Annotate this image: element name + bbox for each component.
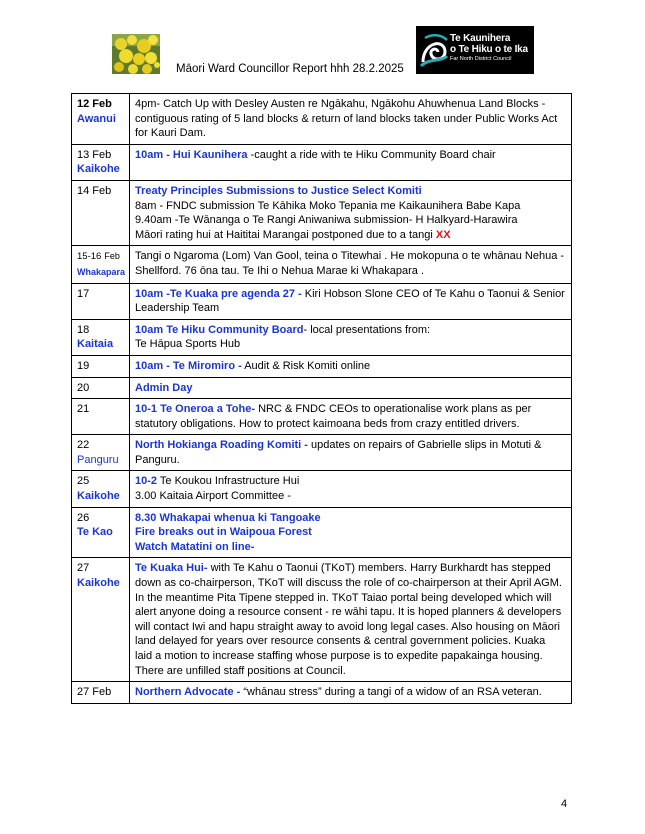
date-cell — [72, 399, 130, 435]
description-line — [135, 228, 565, 243]
date-label — [77, 287, 123, 302]
description-line — [135, 323, 565, 338]
date-cell — [72, 246, 130, 283]
report-title: Māori Ward Councillor Report hhh 28.2.2025 — [176, 63, 404, 75]
event-text: Te Hāpua Sports Hub — [135, 338, 241, 351]
event-text: 8am - FNDC submission Te Kāhika Moko Tepania me Kaikaunihera Babe Kapa — [135, 199, 521, 212]
koru-swirl-icon — [419, 32, 449, 68]
date-cell — [72, 377, 130, 399]
date-cell — [72, 144, 130, 180]
date-label — [77, 438, 123, 453]
date-cell — [72, 682, 130, 704]
description-line — [135, 511, 565, 526]
event-heading: Admin Day — [135, 381, 193, 394]
logo-line-1: Te Kaunihera — [450, 33, 511, 44]
date-cell — [72, 355, 130, 377]
event-text: NRC & FNDC CEOs to operationalise work plans as per statutory obligations. How to protect kaimoana beds from crazy entitled drivers. — [135, 403, 532, 430]
description-line — [135, 489, 565, 504]
date-text: 25 — [77, 475, 90, 488]
description-cell — [130, 435, 572, 471]
description-line — [135, 249, 565, 278]
date-label — [77, 249, 123, 265]
description-cell — [130, 507, 572, 558]
description-line — [135, 97, 565, 141]
table-row — [72, 471, 572, 507]
event-heading: 10am - Hui Kaunihera — [135, 148, 248, 161]
location-label: Te Kao — [77, 526, 113, 539]
date-text: 12 Feb — [77, 98, 112, 110]
event-text: “whānau stress” during a tangi of a widow of an RSA veteran. — [240, 686, 542, 699]
event-text: Audit & Risk Komiti online — [241, 359, 371, 372]
date-label — [77, 474, 123, 489]
table-row — [72, 377, 572, 399]
flower-logo-image — [112, 34, 160, 74]
description-cell — [130, 144, 572, 180]
description-cell — [130, 319, 572, 355]
description-line — [135, 381, 565, 396]
logo-line-2: o Te Hiku o te Ika — [450, 44, 528, 55]
page-number: 4 — [561, 798, 568, 810]
date-text: 15-16 — [77, 251, 102, 263]
description-line — [135, 685, 565, 700]
logo-line-3: Far North District Council — [450, 56, 512, 62]
date-text: 19 — [77, 359, 90, 372]
date-label — [77, 148, 123, 163]
highlight-mark: XX — [435, 228, 451, 241]
event-text: Māori rating hui at Haititai Marangai postponed due to a tangi — [135, 228, 436, 241]
description-line — [135, 525, 565, 540]
date-text: 27 Feb — [77, 686, 112, 699]
table-row — [72, 682, 572, 704]
date-label — [77, 685, 123, 700]
event-text: -caught a ride with te Hiku Community Board chair — [247, 148, 496, 161]
date-cell — [72, 471, 130, 507]
date-text: 14 Feb — [77, 184, 112, 197]
event-heading: 10am Te Hiku Community Board — [135, 323, 304, 336]
location-label: Whakapara — [77, 266, 126, 277]
description-cell — [130, 558, 572, 682]
event-text: Tangi o Ngaroma (Lom) Van Gool, teina o Titewhai . He mokopuna o te whānau Nehua - Shellford. 76 ōna tau. Te Ihi o Nehua Marae ki Whakapara . — [135, 250, 565, 277]
date-text: 17 — [77, 287, 90, 300]
table-row — [72, 144, 572, 180]
date-cell — [72, 319, 130, 355]
table-row — [72, 246, 572, 283]
location-label: Kaikohe — [77, 577, 120, 590]
date-cell — [72, 435, 130, 471]
table-row — [72, 399, 572, 435]
date-suffix: Feb — [104, 251, 120, 262]
description-line — [135, 359, 565, 374]
report-table — [71, 93, 572, 704]
event-text: updates on repairs of Gabrielle slips in Motuti & Panguru. — [135, 439, 542, 466]
date-text: 22 — [77, 439, 90, 452]
date-label — [77, 184, 123, 199]
event-heading: North Hokianga Roading Komiti - — [135, 439, 308, 452]
location-label: Panguru — [77, 453, 119, 466]
event-heading: Fire breaks out in Waipoua Forest — [135, 526, 312, 539]
description-line — [135, 184, 565, 199]
report-table-body — [72, 94, 572, 704]
table-row — [72, 435, 572, 471]
description-cell — [130, 471, 572, 507]
event-text: - local presentations from: — [303, 323, 431, 336]
date-label — [77, 402, 123, 417]
table-row — [72, 94, 572, 145]
description-cell — [130, 94, 572, 145]
event-text: 4pm- Catch Up with Desley Austen re Ngākahu, Ngākohu Ahuwhenua Land Blocks - contiguous rating of 5 land blocks & return of land blocks taken under Public Works Act for Kauri Dam. — [135, 98, 558, 140]
description-line — [135, 148, 565, 163]
event-heading: 10am - Te Miromiro - — [135, 359, 242, 372]
date-text: 21 — [77, 403, 90, 416]
event-heading: Watch Matatini on line- — [135, 540, 255, 553]
date-label — [77, 359, 123, 374]
description-line — [135, 540, 565, 555]
table-row — [72, 507, 572, 558]
description-line — [135, 474, 565, 489]
event-heading: 8.30 Whakapai whenua ki Tangoake — [135, 511, 321, 524]
description-cell — [130, 399, 572, 435]
date-cell — [72, 180, 130, 245]
event-heading: 10am -Te Kuaka pre agenda 27 - — [135, 287, 302, 300]
table-row — [72, 319, 572, 355]
table-row — [72, 558, 572, 682]
event-text: 3.00 Kaitaia Airport Committee - — [135, 490, 291, 503]
description-cell — [130, 180, 572, 245]
event-heading: 10-2 — [135, 475, 158, 488]
date-label — [77, 511, 123, 526]
description-cell — [130, 283, 572, 319]
date-text: 27 — [77, 562, 90, 575]
date-cell — [72, 558, 130, 682]
event-text: 9.40am -Te Wānanga o Te Rangi Aniwaniwa submission- H Halkyard-Harawira — [135, 214, 518, 227]
description-line — [135, 402, 565, 431]
council-logo-text — [450, 33, 528, 64]
description-line — [135, 213, 565, 228]
description-line — [135, 561, 565, 678]
yellow-flowers-icon — [112, 34, 160, 74]
description-cell — [130, 377, 572, 399]
location-label: Kaikohe — [77, 490, 120, 503]
location-label: Kaitaia — [77, 338, 114, 351]
description-cell — [130, 246, 572, 283]
description-line — [135, 287, 565, 316]
location-label: Awanui — [77, 112, 116, 125]
date-text: 20 — [77, 381, 90, 394]
event-heading: Treaty Principles Submissions to Justice Select Komiti — [135, 184, 422, 197]
description-line — [135, 438, 565, 467]
date-label — [77, 323, 123, 338]
date-cell — [72, 507, 130, 558]
date-text: 26 — [77, 511, 90, 524]
date-text: 18 — [77, 323, 90, 336]
description-cell — [130, 355, 572, 377]
event-heading: 10-1 Te Oneroa a Tohe- — [135, 403, 256, 416]
date-label — [77, 97, 123, 112]
date-label — [77, 561, 123, 576]
description-cell — [130, 682, 572, 704]
location-label: Kaikohe — [77, 163, 120, 176]
event-text: with Te Kahu o Taonui (TKoT) members. Harry Burkhardt has stepped down as co-chairperson, TKoT will discuss the role of co-chairperson at their April AGM. In the meantime Pita Tipene stepped in. TKoT Taiao portal being developed which will alert anyone doing a resource consent - re wāhi tapu. It is hoped planners & developers will contact Iwi and hapu straight away to avoid long legal cases. Also housing on Māori land delayed for years over resource consents & central government policies. Kuaka laid a motion to increase staffing whose purpose is to expedite papakainga housing. There are unfilled staff positions at Council. — [135, 562, 562, 677]
event-text: Te Koukou Infrastructure Hui — [157, 475, 300, 488]
date-cell — [72, 94, 130, 145]
council-logo — [416, 26, 534, 74]
table-row — [72, 180, 572, 245]
description-line — [135, 199, 565, 214]
date-label — [77, 381, 123, 396]
description-line — [135, 337, 565, 352]
event-text: Kiri Hobson Slone CEO of Te Kahu o Taonui & Senior Leadership Team — [135, 287, 565, 315]
event-heading: Northern Advocate - — [135, 686, 241, 699]
event-heading: Te Kuaka Hui- — [135, 562, 208, 575]
date-text: 13 Feb — [77, 148, 112, 161]
table-row — [72, 355, 572, 377]
date-cell — [72, 283, 130, 319]
table-row — [72, 283, 572, 319]
